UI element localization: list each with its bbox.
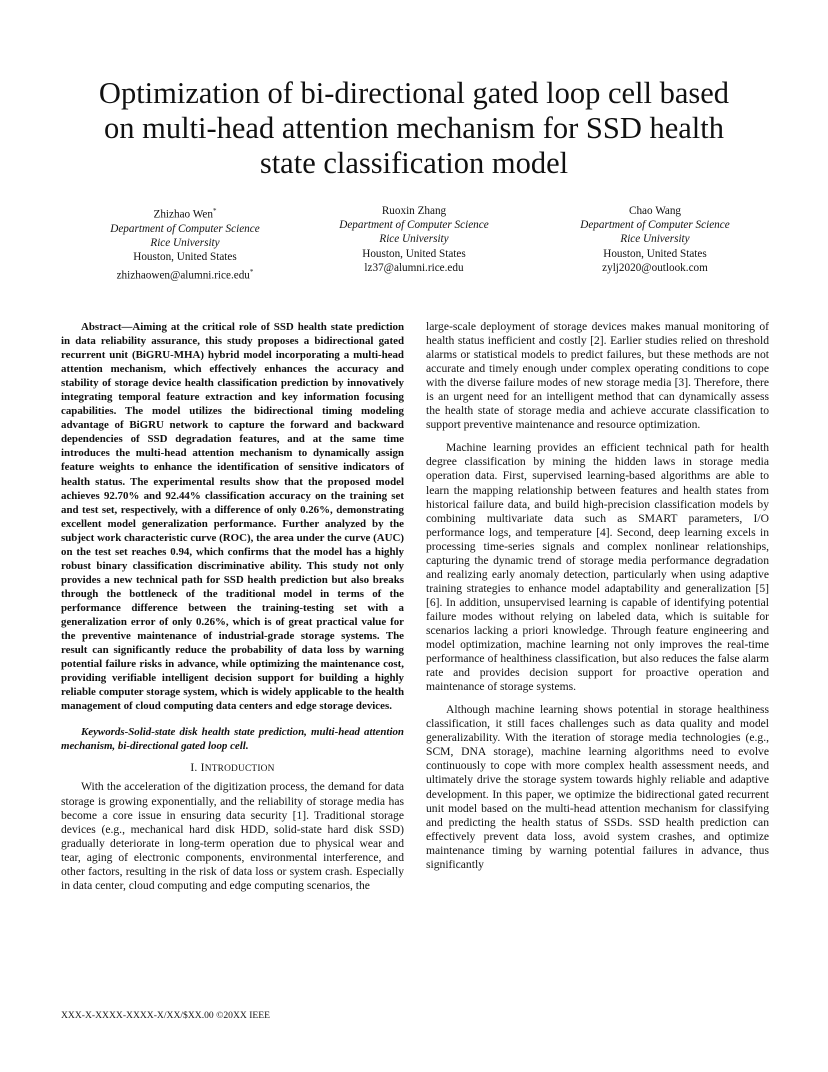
author-email: zylj2020@outlook.com — [602, 261, 708, 274]
author-univ: Rice University — [150, 237, 220, 250]
section-number: I. — [190, 761, 198, 775]
author-univ: Rice University — [379, 233, 449, 246]
section-initial: I — [200, 761, 205, 775]
keywords: Keywords-Solid-state disk health state prediction, multi-head attention mechanism, bi-directional gated loop cell. — [61, 726, 404, 753]
email-mark: * — [249, 267, 254, 276]
author-dept: Department of Computer Science — [580, 219, 730, 232]
author-email: lz37@alumni.rice.edu — [364, 261, 464, 274]
author-block — [294, 204, 534, 275]
author-block — [535, 204, 775, 275]
body-paragraph: Machine learning provides an efficient technical path for health degree classification by mining the hidden laws in storage media operation data. First, supervised learning-based algorithms are able to learn the mapping relationship between features and health states from historical failure data, and build high-precision classification models by combining multivariate data such as SMART parameters, I/O performance logs, and temperature [4]. Second, deep learning excels in processing time-series signals and complex nonlinear relationships, capturing the dynamic trend of storage media performance degradation and realizing early anomaly detection, particularly when using adaptive training strategies to enhance model adaptability and generalization [5][6]. In addition, unsupervised learning is capable of identifying potential failure modes without relying on labeled data, which is suitable for scenarios lacking a priori knowledge. Through feature engineering and model optimization, machine learning not only improves the real-time performance of healthiness classification, but also reduces the false alarm rate and provides decision support for proactive operation and maintenance of storage systems. — [426, 441, 769, 694]
section-heading — [61, 761, 404, 776]
author-block — [65, 204, 305, 282]
author-location: Houston, United States — [603, 247, 707, 260]
author-dept: Department of Computer Science — [110, 222, 260, 235]
abstract: Abstract—Aiming at the critical role of SSD health state prediction in data reliability assurance, this study proposes a bidirectional gated recurrent unit (BiGRU-MHA) hybrid model incorporating a multi-head attention mechanism, which effectively enhances the accuracy and stability of storage device health classification prediction by innovatively integrating temporal feature extraction and key information focusing capabilities. The model utilizes the bidirectional timing modeling advantage of BiGRU network to capture the forward and backward dependencies of SSD degradation features, and at the same time introduces the multi-head attention mechanism to dynamically assign feature weights to enhance the identification of sensitive indicators of health status. The experimental results show that the proposed model achieves 92.70% and 92.44% classification accuracy on the training set and test set, respectively, with a difference of only 0.26%, demonstrating excellent model generalization performance. Further analyzed by the subject work characteristic curve (ROC), the area under the curve (AUC) on the test set reaches 0.94, which confirms that the model has a highly robust binary classification discriminative ability. This study not only provides a new technical path for SSD health prediction but also breaks through the bottleneck of the traditional model in terms of the performance difference between the training-testing set with a generalization error of only 0.26%, which is of great practical value for the preventive maintenance of industrial-grade storage systems. The result can significantly reduce the probability of data loss by warning potential failure risks in advance, while optimizing the maintenance cost, providing verifiable intelligent decision support for building a highly reliable computer storage system, which is widely applicable to the health management of cloud computing data centers and edge storage devices. — [61, 321, 404, 713]
paper-title — [40, 76, 788, 181]
author-dept: Department of Computer Science — [339, 219, 489, 232]
right-column — [426, 320, 769, 872]
author-name: Ruoxin Zhang — [381, 205, 447, 217]
author-email: zhizhaowen@alumni.rice.edu — [116, 269, 250, 282]
body-paragraph: Although machine learning shows potential in storage healthiness classification, it still faces challenges such as data quality and model generalizability. With the iteration of storage media technologies (e.g., SCM, DNA storage), machine learning algorithms need to evolve continuously to cope with more complex health assessment needs, and ultimately drive the storage system towards highly reliable and adaptive development. In this paper, we optimize the bidirectional gated recurrent unit model based on the multi-head attention mechanism for classifying and predicting the health status of SSDs. SSD health prediction can effectively prevent data loss, avoid system crashes, and optimize maintenance timing by warning potential failures in advance, thus significantly — [426, 703, 769, 871]
author-name: Zhizhao Wen — [153, 208, 213, 221]
body-paragraph: large-scale deployment of storage devices makes manual monitoring of health status inefficient and costly [2]. Earlier studies relied on threshold alarms or statistical models to predict failures, but these methods are not accurate and timely enough under complex operating conditions to cope with the diverse failure modes of new storage media [3]. Therefore, there is an urgent need for an intelligent method that can dynamically assess the health state of storage media and achieve accurate classification to support preventive maintenance and resource optimization. — [426, 320, 769, 432]
title-line: on multi-head attention mechanism for SSD health — [103, 111, 725, 145]
left-column — [61, 320, 404, 893]
title-line: state classification model — [259, 146, 569, 180]
intro-paragraph: With the acceleration of the digitization process, the demand for data storage is growing exponentially, and the reliability of storage media has become a core issue in ensuring data security [1]. Traditional storage devices (e.g., mechanical hard disk HDD, solid-state hard disk SSD) gradually deteriorate in long-term operation due to physical wear and tear, aging of electronic components, environmental interference, and other factors, resulting in the risk of data loss or system crash. Especially in data center, cloud computing and edge computing scenarios, the — [61, 780, 404, 892]
section-title: NTRODUCTION — [204, 764, 275, 775]
author-location: Houston, United States — [133, 251, 237, 264]
copyright-footer: XXX-X-XXXX-XXXX-X/XX/$XX.00 ©20XX IEEE — [61, 1010, 270, 1021]
author-mark: * — [212, 207, 217, 215]
author-location: Houston, United States — [362, 247, 466, 260]
title-line: Optimization of bi-directional gated loop cell based — [98, 76, 730, 110]
author-name: Chao Wang — [628, 205, 682, 217]
author-univ: Rice University — [620, 233, 690, 246]
